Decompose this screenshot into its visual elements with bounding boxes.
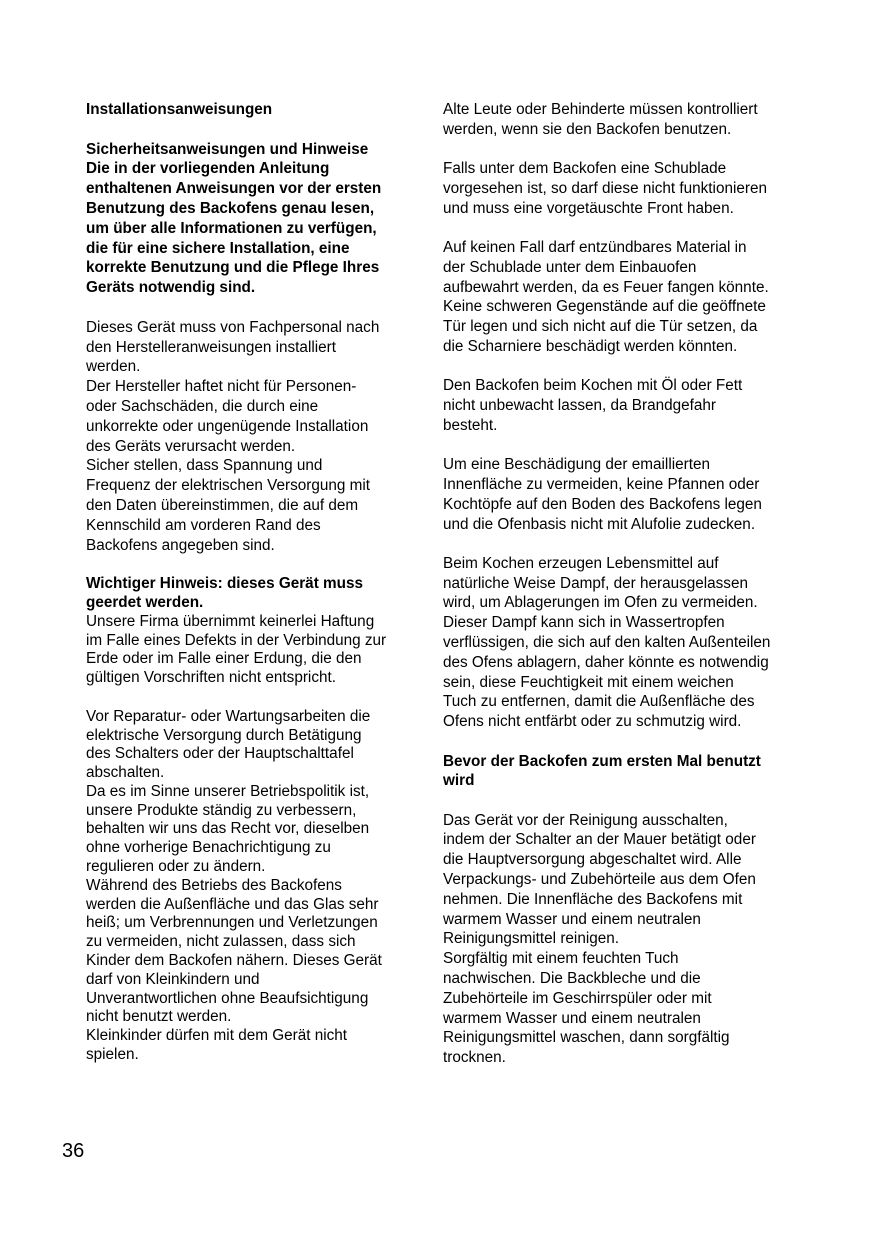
text-line: Die in der vorliegenden Anleitung <box>86 160 330 178</box>
heading-line: Bevor der Backofen zum ersten Mal benutzt <box>443 752 761 770</box>
text-line: Geräts notwendig sind. <box>86 279 256 297</box>
important-heading-line: Wichtiger Hinweis: dieses Gerät muss <box>86 575 363 593</box>
text-line: Reinigungsmittel waschen, dann sorgfältig <box>443 1029 730 1047</box>
text-line: Benutzung des Backofens genau lesen, <box>86 199 375 217</box>
text-line: nehmen. Die Innenfläche des Backofens mit <box>443 890 743 908</box>
text-line: spielen. <box>86 1046 139 1064</box>
text-line: die Scharniere beschädigt werden könnten. <box>443 337 738 355</box>
text-line: zu vermeiden, nicht zulassen, dass sich <box>86 933 356 951</box>
first-use-heading <box>443 752 803 792</box>
text-line: behalten wir uns das Recht vor, dieselben <box>86 820 370 838</box>
text-line: sein, diese Feuchtigkeit mit einem weichen <box>443 673 734 691</box>
text-line: den Daten übereinstimmen, die auf dem <box>86 496 359 514</box>
text-line: wird, um Ablagerungen im Ofen zu vermeiden. <box>443 594 758 612</box>
text-line: Dieser Dampf kann sich in Wassertropfen <box>443 614 725 632</box>
text-line: Erde oder im Falle einer Erdung, die den <box>86 650 362 668</box>
text-line: indem der Schalter an der Mauer betätigt oder <box>443 831 756 849</box>
text-line: um über alle Informationen zu verfügen, <box>86 219 377 237</box>
text-line: elektrische Versorgung durch Betätigung <box>86 726 362 744</box>
text-line: Da es im Sinne unserer Betriebspolitik ist, <box>86 782 370 800</box>
text-line: unsere Produkte ständig zu verbessern, <box>86 801 357 819</box>
text-line: nicht benutzt werden. <box>86 1008 232 1026</box>
text-line: Unsere Firma übernimmt keinerlei Haftung <box>86 612 375 630</box>
text-line: Innenfläche zu vermeiden, keine Pfannen oder <box>443 475 760 493</box>
text-line: Vor Reparatur- oder Wartungsarbeiten die <box>86 707 371 725</box>
text-line: warmem Wasser und einem neutralen <box>443 1009 701 1027</box>
text-line: Der Hersteller haftet nicht für Personen- <box>86 378 357 396</box>
text-line: Auf keinen Fall darf entzündbares Material in <box>443 238 747 256</box>
drawer-paragraph <box>443 159 803 218</box>
text-line: oder Sachschäden, die durch eine <box>86 397 319 415</box>
text-line: Während des Betriebs des Backofens <box>86 876 342 894</box>
text-line: Zubehörteile im Geschirrspüler oder mit <box>443 989 712 1007</box>
text-line: des Geräts verursacht werden. <box>86 437 296 455</box>
text-line: enthaltenen Anweisungen vor der ersten <box>86 180 382 198</box>
text-line: unkorrekte oder ungenügende Installation <box>86 417 369 435</box>
text-line: Den Backofen beim Kochen mit Öl oder Fett <box>443 377 743 395</box>
text-line: Sorgfältig mit einem feuchten Tuch <box>443 950 679 968</box>
elderly-paragraph <box>443 100 803 140</box>
text-line: natürliche Weise Dampf, der herausgelassen <box>443 574 748 592</box>
text-line: der Schublade unter dem Einbauofen <box>443 258 697 276</box>
right-column <box>443 100 803 1068</box>
text-line: des Ofens ablagern, daher könnte es notwendig <box>443 653 769 671</box>
text-line: ohne vorherige Benachrichtigung zu <box>86 839 331 857</box>
text-line: warmem Wasser und einem neutralen <box>443 910 701 928</box>
grounding-section <box>86 575 416 1065</box>
text-line: verflüssigen, die sich auf den kalten Außenteilen <box>443 634 771 652</box>
text-line: vorgesehen ist, so darf diese nicht funktionieren <box>443 179 767 197</box>
text-line: Keine schweren Gegenstände auf die geöffnete <box>443 298 766 316</box>
text-line: trocknen. <box>443 1049 506 1067</box>
safety-intro-paragraph <box>86 159 416 298</box>
text-line: Um eine Beschädigung der emaillierten <box>443 456 710 474</box>
text-line: Kochtöpfe auf den Boden des Backofens legen <box>443 495 762 513</box>
text-line: regulieren oder zu ändern. <box>86 858 266 876</box>
text-line: Beim Kochen erzeugen Lebensmittel auf <box>443 554 719 572</box>
text-line: und die Ofenbasis nicht mit Alufolie zudecken. <box>443 515 756 533</box>
important-heading-line: geerdet werden. <box>86 593 204 611</box>
text-line: Frequenz der elektrischen Versorgung mit <box>86 477 370 495</box>
text-line: Falls unter dem Backofen eine Schublade <box>443 160 727 178</box>
text-line: besteht. <box>443 416 498 434</box>
section-heading-installation: Installationsanweisungen <box>86 101 273 118</box>
text-line: Dieses Gerät muss von Fachpersonal nach <box>86 318 380 336</box>
text-line: Sicher stellen, dass Spannung und <box>86 457 323 475</box>
text-line: nicht unbewacht lassen, da Brandgefahr <box>443 397 716 415</box>
text-line: Kleinkinder dürfen mit dem Gerät nicht <box>86 1027 348 1045</box>
text-line: korrekte Benutzung und die Pflege Ihres <box>86 259 380 277</box>
heading-line: wird <box>443 772 475 790</box>
text-line: werden die Außenfläche und das Glas sehr <box>86 895 379 913</box>
flammable-paragraph <box>443 238 803 357</box>
page-number: 36 <box>62 1140 85 1162</box>
text-line: Backofens angegeben sind. <box>86 536 275 554</box>
text-line: werden, wenn sie den Backofen benutzen. <box>443 120 732 138</box>
text-line: Das Gerät vor der Reinigung ausschalten, <box>443 811 728 829</box>
oil-paragraph <box>443 376 803 435</box>
text-line: Tuch zu entfernen, damit die Außenfläche des <box>443 693 755 711</box>
text-line: Kennschild am vorderen Rand des <box>86 516 321 534</box>
text-line: darf von Kleinkindern und <box>86 970 260 988</box>
text-line: Ofens nicht entfärbt oder zu schmutzig wird. <box>443 713 742 731</box>
text-line: die für eine sichere Installation, eine <box>86 239 350 257</box>
text-line: den Herstelleranweisungen installiert <box>86 338 336 356</box>
section-heading-safety: Sicherheitsanweisungen und Hinweise <box>86 140 369 158</box>
text-line: Reinigungsmittel reinigen. <box>443 930 620 948</box>
enamel-paragraph <box>443 455 803 534</box>
text-line: heiß; um Verbrennungen und Verletzungen <box>86 914 378 932</box>
text-line: die Hauptversorgung abgeschaltet wird. Alle <box>443 851 742 869</box>
text-line: Alte Leute oder Behinderte müssen kontrolliert <box>443 101 758 118</box>
text-line: des Schalters oder der Hauptschalttafel <box>86 745 354 763</box>
text-line: im Falle eines Defekts in der Verbindung zur <box>86 631 387 649</box>
text-line: gültigen Vorschriften nicht entspricht. <box>86 669 336 687</box>
text-line: Kinder dem Backofen nähern. Dieses Gerät <box>86 952 382 970</box>
installation-paragraph <box>86 318 416 556</box>
text-line: abschalten. <box>86 764 165 782</box>
text-line: aufbewahrt werden, da es Feuer fangen könnte. <box>443 278 769 296</box>
text-line: werden. <box>86 358 141 376</box>
text-line: Tür legen und sich nicht auf die Tür setzen, da <box>443 318 758 336</box>
text-line: Unverantwortlichen ohne Beaufsichtigung <box>86 989 369 1007</box>
text-line: und muss eine vorgetäuschte Front haben. <box>443 199 734 217</box>
first-use-paragraph <box>443 811 803 1068</box>
left-column <box>86 100 416 1065</box>
steam-paragraph <box>443 554 803 732</box>
text-line: nachwischen. Die Backbleche und die <box>443 969 701 987</box>
text-line: Verpackungs- und Zubehörteile aus dem Ofen <box>443 871 756 888</box>
